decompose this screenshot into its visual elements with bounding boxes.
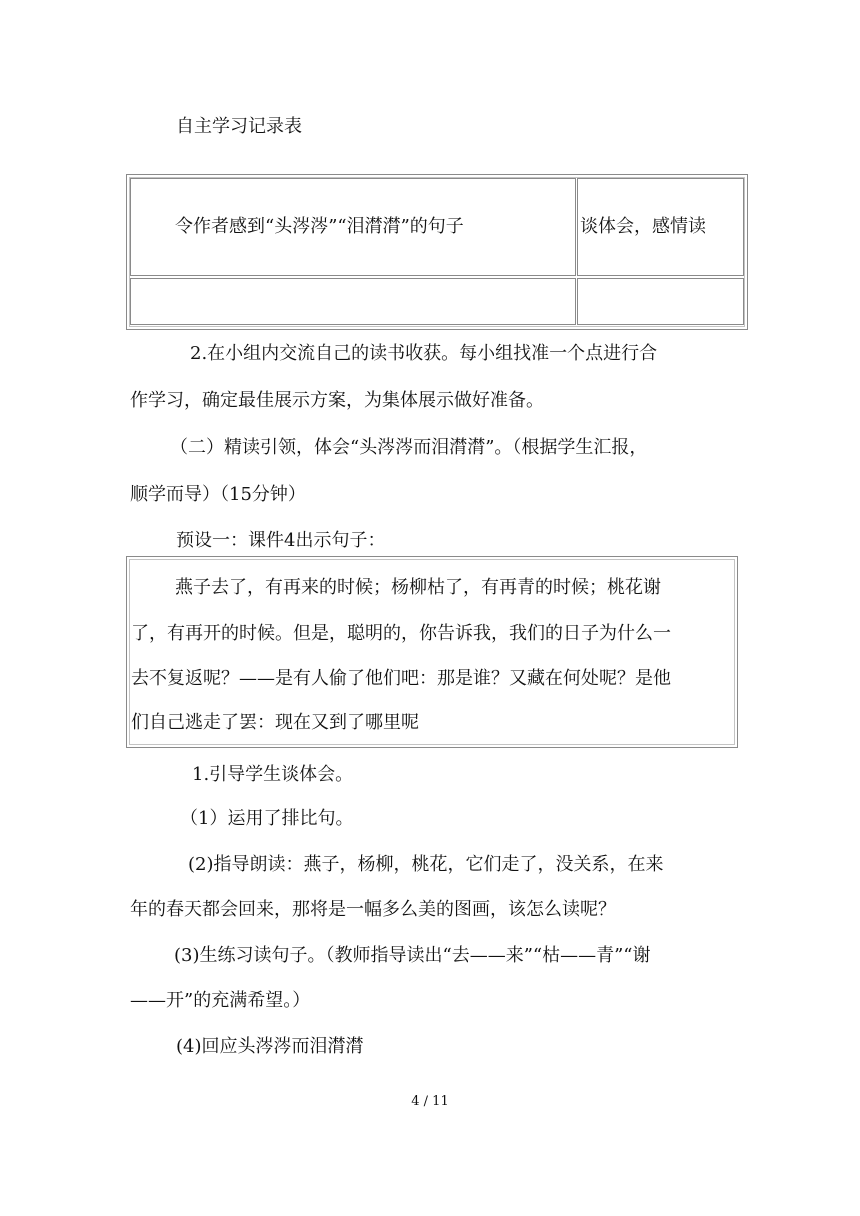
item-1: （1）运用了排比句。 [180, 808, 354, 829]
table-header-right-text: 谈体会，感情读 [580, 216, 706, 237]
item-4: (4)回应头涔涔而泪潸潸 [176, 1036, 364, 1057]
quote-line-2: 了，有再开的时候。但是，聪明的，你告诉我，我们的日子为什么一 [131, 623, 671, 644]
table-row-left-cell [130, 278, 576, 325]
paragraph-2-line-1: 2.在小组内交流自己的读书收获。每小组找准一个点进行合 [190, 343, 658, 364]
item-3-line-2: ——开”的充满希望。） [130, 990, 311, 1011]
quote-line-1: 燕子去了，有再来的时候；杨柳枯了，有再青的时候；桃花谢 [175, 577, 661, 598]
item-2-line-2: 年的春天都会回来，那将是一幅多么美的图画，该怎么读呢？ [130, 899, 616, 920]
table-header-left-text: 令作者感到“头涔涔”“泪潸潸”的句子 [175, 216, 464, 237]
quote-line-4: 们自己逃走了罢：现在又到了哪里呢 [131, 712, 419, 733]
page-number: 4 / 11 [411, 1094, 449, 1109]
quote-box [126, 556, 738, 748]
record-table [126, 174, 748, 330]
paragraph-2-line-2: 作学习，确定最佳展示方案，为集体展示做好准备。 [130, 390, 544, 411]
table-row-right-cell [577, 278, 744, 325]
preset-1: 预设一：课件4出示句子： [176, 530, 386, 551]
table-header-right-cell [577, 178, 744, 276]
quote-line-3: 去不复返呢？——是有人偷了他们吧：那是谁？又藏在何处呢？是他 [131, 668, 671, 689]
section-2-line-1: （二）精读引领，体会“头涔涔而泪潸潸”。（根据学生汇报， [170, 437, 648, 458]
table-heading: 自主学习记录表 [176, 116, 302, 137]
guide-1: 1.引导学生谈体会。 [192, 764, 354, 785]
item-3-line-1: (3)生练习读句子。（教师指导读出“去——来”“枯——青”“谢 [174, 945, 651, 966]
item-2-line-1: (2)指导朗读：燕子，杨柳，桃花，它们走了，没关系，在来 [188, 854, 664, 875]
section-2-line-2: 顺学而导）（15分钟） [130, 484, 306, 505]
table-header-left-cell [130, 178, 576, 276]
